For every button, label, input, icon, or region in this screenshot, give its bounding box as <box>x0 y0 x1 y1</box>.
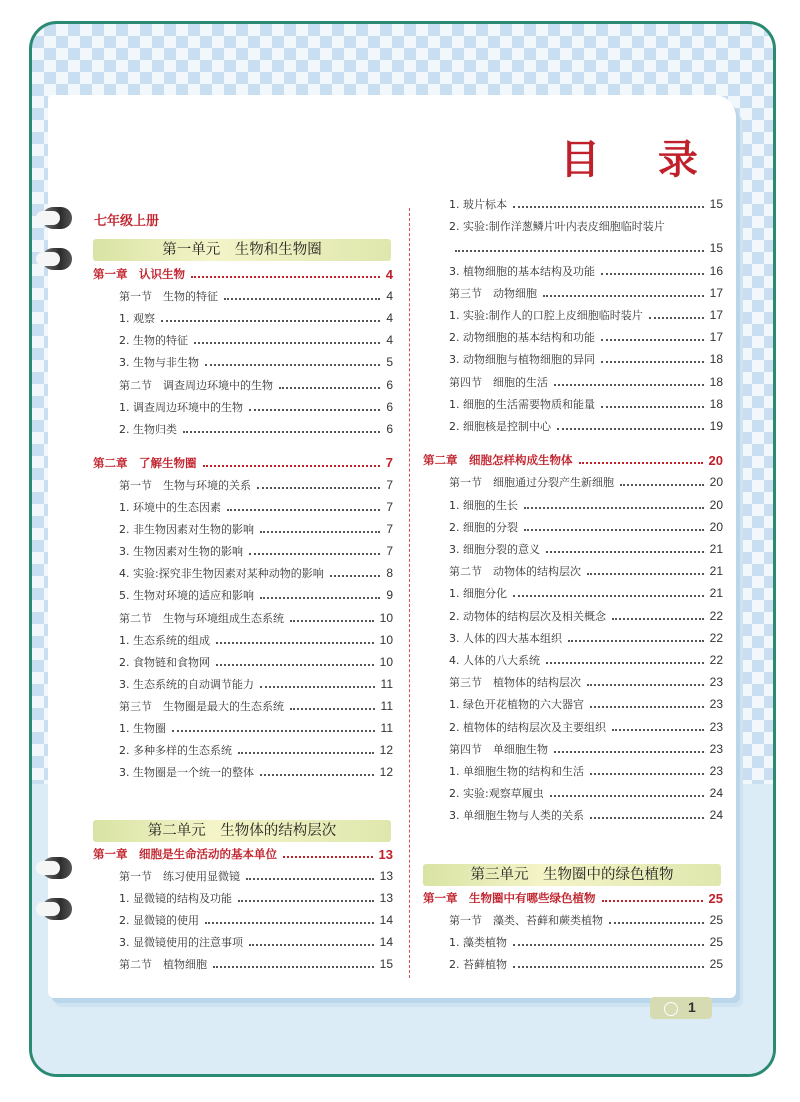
toc-page-number: 7 <box>386 500 393 514</box>
toc-page-number: 11 <box>380 676 393 691</box>
toc-entry-label: 1. 藻类植物 <box>449 936 507 949</box>
toc-entry-label: 1. 单细胞生物的结构和生活 <box>449 765 584 778</box>
toc-page-number: 25 <box>709 957 723 971</box>
toc-entry-label: 1. 实验:制作人的口腔上皮细胞临时装片 <box>449 309 643 322</box>
toc-entry-label: 1. 调查周边环境中的生物 <box>119 400 243 414</box>
toc-entry-label: 2. 显微镜的使用 <box>119 913 199 927</box>
toc-entry-label: 1. 细胞的生长 <box>449 498 518 512</box>
toc-page-number: 23 <box>709 719 723 734</box>
binder-ring <box>36 207 74 229</box>
toc-page-number: 12 <box>379 765 393 780</box>
toc-entry-label: 3. 动物细胞与植物细胞的异同 <box>449 353 595 367</box>
toc-entry-label: 2. 植物体的结构层次及主要组织 <box>449 720 606 734</box>
toc-entry-label: 第二章 了解生物圈 <box>93 455 197 470</box>
toc-entry-label: 2. 非生物因素对生物的影响 <box>119 523 254 537</box>
dot-leader <box>213 966 374 968</box>
toc-page-number: 18 <box>709 396 723 411</box>
toc-entry-label: 3. 生态系统的自动调节能力 <box>119 677 254 691</box>
toc-entry-label: 2. 实验:制作洋葱鳞片叶内表皮细胞临时装片 <box>449 220 665 234</box>
toc-entry-label: 2. 食物链和食物网 <box>119 655 210 669</box>
toc-page-number: 13 <box>379 868 393 883</box>
toc-page-number: 9 <box>386 588 393 603</box>
toc-page-number: 22 <box>709 653 723 667</box>
toc-page-number: 25 <box>709 913 723 927</box>
toc-page-number: 17 <box>709 330 723 345</box>
toc-page-number: 20 <box>709 497 723 512</box>
toc-entry-label: 第一节 藻类、苔藓和蕨类植物 <box>449 914 603 927</box>
toc-page-number: 5 <box>386 355 393 370</box>
toc-entry-label: 第三节 植物体的结构层次 <box>449 676 581 690</box>
toc-entry-label: 第一节 细胞通过分裂产生新细胞 <box>449 476 614 490</box>
toc-entry-label: 第二节 调查周边环境中的生物 <box>119 378 273 392</box>
toc-entry-label: 3. 显微镜使用的注意事项 <box>119 935 243 949</box>
toc-page-number: 23 <box>709 741 723 756</box>
toc-chapter[interactable] <box>423 888 723 908</box>
page-number: 1 <box>688 999 696 1015</box>
binder-ring <box>36 857 74 879</box>
toc-entry-label: 3. 细胞分裂的意义 <box>449 543 540 556</box>
toc-entry-label: 第一节 生物的特征 <box>119 290 218 304</box>
dot-leader <box>602 900 703 902</box>
dot-leader <box>246 878 374 880</box>
toc-page-number: 15 <box>709 241 723 256</box>
toc-entry-label: 1. 生态系统的组成 <box>119 633 210 647</box>
toc-entry-label: 第二节 生物与环境组成生态系统 <box>119 611 284 625</box>
toc-chapter[interactable] <box>93 844 393 864</box>
toc-entry-label: 第三节 生物圈是最大的生态系统 <box>119 699 284 713</box>
toc-page-number: 21 <box>709 586 723 601</box>
toc-entry-label: 第一章 认识生物 <box>93 267 185 281</box>
toc-entry-label: 第二章 细胞怎样构成生物体 <box>423 453 573 468</box>
toc-entry-label: 3. 生物与非生物 <box>119 356 199 370</box>
unit-heading-1: 第一单元 生物和生物圈 <box>93 239 391 261</box>
toc-entry-label: 1. 绿色开花植物的六大器官 <box>449 698 584 712</box>
toc-page-number: 7 <box>385 455 393 471</box>
toc-page-number: 21 <box>709 564 723 579</box>
dot-leader <box>513 944 704 946</box>
toc-page-number: 12 <box>379 743 393 758</box>
toc-page-number: 7 <box>386 522 393 537</box>
toc-page-number: 11 <box>380 721 393 735</box>
dot-leader <box>283 856 373 858</box>
toc-entry-label: 2. 动物细胞的基本结构和功能 <box>449 331 595 345</box>
toc-entry-label: 第三节 动物细胞 <box>449 286 537 300</box>
toc-entry-label: 3. 生物圈是一个统一的整体 <box>119 766 254 780</box>
toc-page-number: 16 <box>709 263 723 278</box>
toc-page-number: 7 <box>386 544 393 559</box>
toc-page-number: 10 <box>379 654 393 669</box>
toc-page-number: 4 <box>385 266 393 282</box>
dot-leader <box>513 966 704 968</box>
toc-item[interactable] <box>93 888 393 908</box>
toc-entry-label: 3. 人体的四大基本组织 <box>449 631 562 645</box>
toc-entry-label: 1. 生物圈 <box>119 722 166 735</box>
toc-entry-label: 2. 细胞的分裂 <box>449 520 518 534</box>
toc-entry-label: 2. 实验:观察草履虫 <box>449 787 544 801</box>
toc-entry-label: 第一章 细胞是生命活动的基本单位 <box>93 847 277 861</box>
toc-page-number: 13 <box>378 846 393 862</box>
toc-item[interactable] <box>423 954 723 974</box>
toc-page-number: 17 <box>709 285 723 300</box>
toc-entry-label: 2. 多种多样的生态系统 <box>119 744 232 758</box>
toc-column-left-bottom <box>93 0 393 1000</box>
toc-entry-label: 4. 实验:探究非生物因素对某种动物的影响 <box>119 567 324 581</box>
binder-ring <box>36 898 74 920</box>
toc-entry-label: 2. 动物体的结构层次及相关概念 <box>449 609 606 623</box>
toc-page-number: 25 <box>709 935 723 949</box>
toc-entry-label: 第四节 单细胞生物 <box>449 742 548 756</box>
toc-section[interactable] <box>93 954 393 974</box>
toc-entry-label: 2. 生物的特征 <box>119 334 188 348</box>
toc-entry-label: 3. 植物细胞的基本结构及功能 <box>449 264 595 278</box>
toc-page-number: 21 <box>709 542 723 556</box>
binder-ring <box>36 248 74 270</box>
unit-heading-3: 第三单元 生物圈中的绿色植物 <box>423 864 721 886</box>
toc-entry-label: 第二节 动物体的结构层次 <box>449 565 581 579</box>
toc-page-number: 15 <box>379 956 393 971</box>
toc-entry-label: 1. 细胞的生活需要物质和能量 <box>449 397 595 411</box>
toc-page-number: 23 <box>709 675 723 690</box>
toc-page-number: 20 <box>709 519 723 534</box>
toc-page-number: 4 <box>386 333 393 348</box>
dot-leader <box>609 922 704 924</box>
toc-section[interactable] <box>423 910 723 930</box>
dot-leader <box>238 900 374 902</box>
toc-page-number: 4 <box>386 311 393 326</box>
toc-entry-label: 1. 玻片标本 <box>449 198 507 211</box>
toc-item[interactable] <box>423 932 723 952</box>
toc-page-number: 25 <box>708 890 723 906</box>
toc-page-number: 10 <box>379 610 393 625</box>
toc-entry-label: 4. 人体的八大系统 <box>449 654 540 667</box>
toc-page-number: 11 <box>380 698 393 713</box>
toc-page-number: 17 <box>709 308 723 322</box>
column-divider <box>409 208 410 978</box>
page-number-tab <box>650 997 712 1019</box>
toc-page-number: 14 <box>379 912 393 927</box>
toc-entry-label: 2. 苔藓植物 <box>449 958 507 971</box>
toc-entry-label: 1. 环境中的生态因素 <box>119 501 221 514</box>
logo-icon <box>664 1002 678 1016</box>
toc-page-number: 23 <box>709 697 723 712</box>
toc-page-number: 4 <box>386 289 393 304</box>
toc-section[interactable] <box>93 866 393 886</box>
toc-page-number: 6 <box>386 399 393 414</box>
toc-entry-label: 1. 观察 <box>119 312 155 326</box>
dot-leader <box>249 944 374 946</box>
toc-page-number: 6 <box>386 421 393 436</box>
toc-page-number: 10 <box>379 632 393 647</box>
toc-entry-label: 第一节 生物与环境的关系 <box>119 478 251 492</box>
toc-page-number: 18 <box>709 352 723 367</box>
toc-page-number: 14 <box>379 934 393 949</box>
toc-entry-label: 第四节 细胞的生活 <box>449 375 548 389</box>
toc-page-number: 23 <box>709 764 723 778</box>
toc-page-number: 24 <box>709 808 723 823</box>
toc-entry-label: 1. 细胞分化 <box>449 587 507 601</box>
toc-page-number: 20 <box>709 475 723 490</box>
toc-item[interactable] <box>93 932 393 952</box>
dot-leader <box>205 922 374 924</box>
toc-page-number: 13 <box>379 890 393 905</box>
toc-page-number: 20 <box>708 452 723 468</box>
toc-entry-label: 2. 细胞核是控制中心 <box>449 420 551 433</box>
toc-page-number: 19 <box>709 419 723 433</box>
toc-page-number: 22 <box>709 630 723 645</box>
unit-heading-2: 第二单元 生物体的结构层次 <box>93 820 391 842</box>
toc-page-number: 24 <box>709 786 723 801</box>
toc-page-number: 6 <box>386 377 393 392</box>
toc-page-number: 15 <box>709 197 723 211</box>
toc-entry-label: 第二节 植物细胞 <box>119 957 207 971</box>
toc-entry-label: 2. 生物归类 <box>119 422 177 436</box>
toc-entry-label: 第一节 练习使用显微镜 <box>119 869 240 883</box>
toc-column-right-bottom <box>423 0 723 1000</box>
toc-page-number: 18 <box>709 374 723 389</box>
toc-entry-label: 第一章 生物圈中有哪些绿色植物 <box>423 891 596 905</box>
toc-entry-label: 1. 显微镜的结构及功能 <box>119 891 232 905</box>
page-title: 目 录 <box>560 137 720 183</box>
toc-page-number: 8 <box>386 566 393 581</box>
toc-page-number: 7 <box>386 477 393 492</box>
toc-entry-label: 3. 单细胞生物与人类的关系 <box>449 809 584 823</box>
toc-item[interactable] <box>93 910 393 930</box>
toc-entry-label: 3. 生物因素对生物的影响 <box>119 545 243 559</box>
grade-label: 七年级上册 <box>94 214 160 229</box>
toc-page-number: 22 <box>709 608 723 623</box>
toc-entry-label: 5. 生物对环境的适应和影响 <box>119 589 254 603</box>
